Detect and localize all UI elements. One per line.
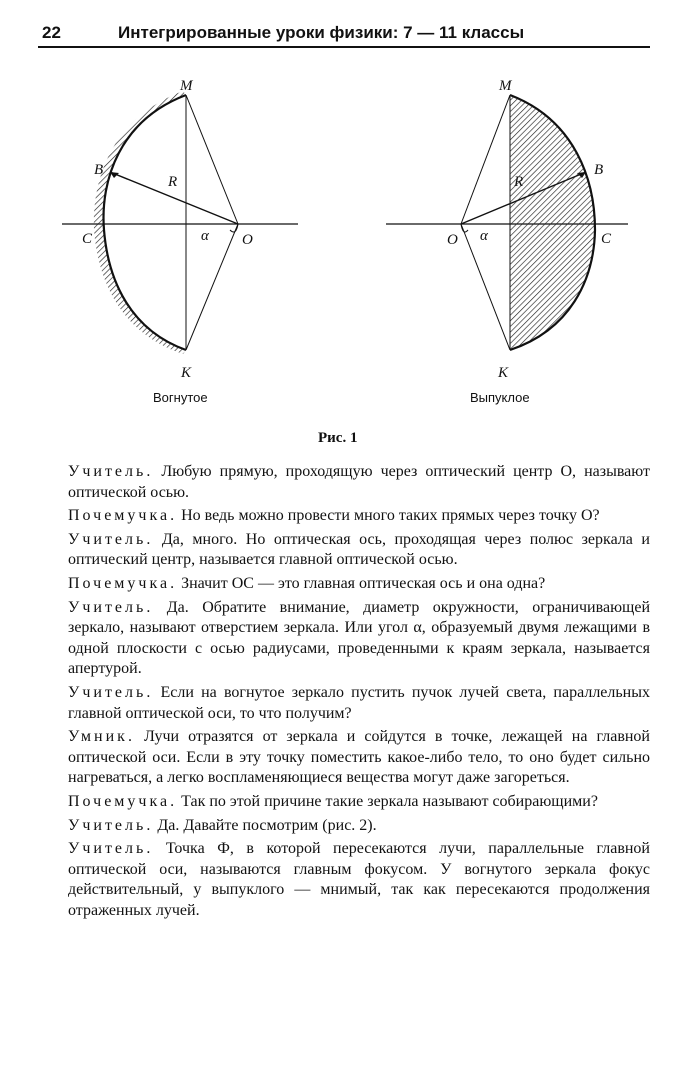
radius-ok-left bbox=[186, 224, 238, 350]
paragraph bbox=[68, 727, 650, 789]
speaker: Умник. bbox=[68, 728, 135, 746]
speech: Если на вогнутое зеркало пустить пучок лучей света, параллельных главной оптической оси, то что получим? bbox=[68, 683, 650, 722]
concave-mirror-diagram bbox=[62, 78, 298, 405]
label-alpha-right: α bbox=[480, 228, 488, 244]
mirror-diagrams bbox=[0, 50, 686, 450]
alpha-arc-right bbox=[461, 224, 468, 232]
label-r-right: R bbox=[514, 174, 524, 190]
label-m-right: M bbox=[499, 78, 512, 94]
label-c-left: C bbox=[82, 231, 93, 247]
page-number: 22 bbox=[42, 23, 61, 42]
label-o-left: O bbox=[242, 232, 253, 248]
speech: Значит OC — это главная оптическая ось и она одна? bbox=[177, 574, 546, 592]
speech: Любую прямую, проходящую через оптический центр O, называют оптической осью. bbox=[68, 463, 650, 501]
paragraph bbox=[68, 683, 650, 724]
label-k-right: K bbox=[498, 365, 509, 381]
speech: Так по этой причине такие зеркала называют собирающими? bbox=[177, 792, 598, 810]
label-m-left: M bbox=[180, 78, 193, 94]
speaker: Почемучка. bbox=[68, 792, 178, 810]
radius-om-right bbox=[461, 95, 510, 224]
radius-om-left bbox=[186, 95, 238, 224]
running-title: Интегрированные уроки физики: 7 — 11 классы bbox=[118, 23, 525, 42]
speech: Точка Ф, в которой пересекаются лучи, параллельные главной оптической оси, называются главным фокусом. У вогнутого зеркала фокус действительный, у выпуклого — мнимый, так как пересекаются продолжения отраженных лучей. bbox=[68, 840, 650, 919]
label-alpha-left: α bbox=[201, 228, 209, 244]
caption-convex: Выпуклое bbox=[470, 390, 530, 405]
paragraph bbox=[68, 574, 650, 595]
dialogue-text bbox=[68, 462, 650, 924]
figure-1 bbox=[0, 50, 686, 450]
paragraph bbox=[68, 839, 650, 921]
speech: Да, много. Но оптическая ось, проходящая через полюс зеркала и оптический центр, называется главной оптической осью. bbox=[68, 530, 650, 569]
label-k-left: K bbox=[181, 365, 192, 381]
speaker: Учитель. bbox=[68, 463, 154, 480]
speaker: Учитель. bbox=[68, 530, 154, 548]
speaker: Учитель. bbox=[68, 598, 154, 616]
paragraph bbox=[68, 598, 650, 680]
speaker: Почемучка. bbox=[68, 574, 178, 592]
paragraph bbox=[68, 792, 650, 813]
speech: Да. Давайте посмотрим (рис. 2). bbox=[153, 816, 377, 834]
speaker: Почемучка. bbox=[68, 507, 178, 525]
mirror-surface-left bbox=[104, 95, 186, 350]
mirror-hatching-right bbox=[510, 95, 595, 350]
label-o-right: O bbox=[447, 232, 458, 248]
label-c-right: C bbox=[601, 231, 612, 247]
label-b-right: B bbox=[594, 162, 604, 178]
speaker: Учитель. bbox=[68, 683, 154, 701]
alpha-arc-left bbox=[230, 224, 238, 232]
paragraph bbox=[68, 506, 650, 527]
page-header bbox=[38, 22, 650, 48]
figure-title: Рис. 1 bbox=[318, 430, 358, 446]
convex-mirror-diagram bbox=[386, 78, 628, 405]
paragraph bbox=[68, 462, 650, 503]
speaker: Учитель. bbox=[68, 840, 154, 858]
paragraph bbox=[68, 816, 650, 837]
speech: Лучи отразятся от зеркала и сойдутся в точке, лежащей на главной оптической оси. Если в эту точку поместить какое-либо тело, то оно будет сильно нагреваться, а легко воспламеняющиеся вещества могут даже загореться. bbox=[68, 728, 650, 787]
paragraph bbox=[68, 530, 650, 571]
speech: Но ведь можно провести много таких прямых через точку O? bbox=[177, 507, 600, 525]
label-r-left: R bbox=[168, 174, 178, 190]
speech: Да. Обратите внимание, диаметр окружности, ограничивающей зеркало, называют отверстием зеркала. Или угол α, образуемый двумя лежащими в одной плоскости с осью радиусами, проведенными к краям зеркала, называется апертурой. bbox=[68, 598, 650, 678]
label-b-left: B bbox=[94, 162, 104, 178]
caption-concave: Вогнутое bbox=[153, 390, 208, 405]
speaker: Учитель. bbox=[68, 816, 154, 834]
mirror-hatching-left bbox=[94, 91, 186, 354]
